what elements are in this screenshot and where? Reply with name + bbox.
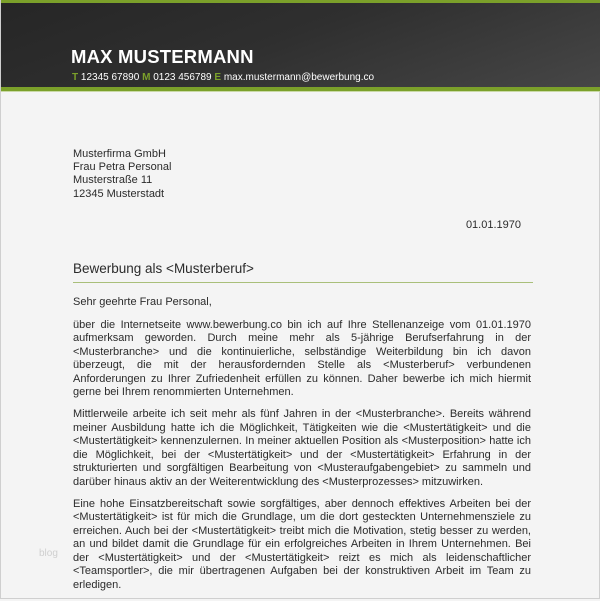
- email-label: E: [214, 72, 222, 83]
- email-address: max.mustermann@bewerbung.co: [223, 72, 375, 83]
- letterhead: [1, 0, 600, 91]
- salutation: Sehr geehrte Frau Personal,: [73, 296, 212, 308]
- paragraph-experience: Mittlerweile arbeite ich seit mehr als fünf Jahren in der <Musterbranche>. Bereits während meiner Ausbildung hatte ich die Möglichkeit, Tätigkeiten wie die <Mustertätigkeit> und die <Mustertätigkeit> kennenzulernen. In meiner aktuellen Position als <Musterposition> hatte ich die Möglichkeit, bei der <Mustertätigkeit> und der <Mustertätigkeit> Erfahrung in der strukturierten und sorgfältigen Bearbeitung von <Musteraufgabengebiet> zu sammeln und darüber hinaus aktiv an der Weiterentwicklung des <Musterprozesses> mitzuwirken.: [73, 408, 531, 488]
- letter-subject: Bewerbung als <Musterberuf>: [73, 261, 254, 276]
- subject-divider: [73, 282, 533, 283]
- recipient-contact: Frau Petra Personal: [73, 161, 172, 174]
- phone-number: 12345 67890: [80, 72, 140, 83]
- contact-line: [72, 72, 374, 83]
- paragraph-intro: über die Internetseite www.bewerbung.co bin ich auf Ihre Stellenanzeige vom 01.01.1970 aufmerksam geworden. Durch meine mehr als 5-jährige Berufserfahrung in der <Musterbranche> und die kontinuierliche, selbständige Weiterbildung bin ich davon überzeugt, die mit der herausfordernden Stelle als <Musterberuf> verbundenen Anforderungen zu Ihrer Zufriedenheit erfüllen zu können. Daher bewerbe ich mich hiermit gerne bei Ihrem renommierten Unternehmen.: [73, 318, 531, 398]
- letter-date: 01.01.1970: [465, 219, 521, 231]
- recipient-company: Musterfirma GmbH: [73, 148, 166, 160]
- paragraph-motivation: Eine hohe Einsatzbereitschaft sowie sorgfältiges, aber dennoch effektives Arbeiten bei der <Mustertätigkeit> ist für mich die Grundlage, um die dort gesteckten Unternehmensziele zu erreichen. Auch bei der <Mustertätigkeit> treibt mich die Motivation, stetig besser zu werden, an und bildet damit die Grundlage für ein erfolgreiches Arbeiten in Ihrem Unternehmen. Bei der <Mustertätigkeit> und der <Mustertätigkeit> reizt es mich als leidenschaftlicher <Teamsportler>, die mir übertragenen Aufgaben bei der konstruktiven Arbeit im Team zu erledigen.: [73, 497, 531, 591]
- watermark: blog: [39, 548, 58, 559]
- header-accent-stripe: [1, 87, 600, 91]
- mobile-number: 0123 456789: [153, 72, 212, 83]
- mobile-label: M: [142, 72, 151, 83]
- letter-body: [73, 296, 531, 601]
- recipient-city: 12345 Musterstadt: [73, 187, 165, 200]
- recipient-address: [73, 148, 171, 201]
- recipient-street: Musterstraße 11: [73, 174, 153, 187]
- phone-label: T: [72, 72, 79, 83]
- sender-name: MAX MUSTERMANN: [71, 46, 254, 67]
